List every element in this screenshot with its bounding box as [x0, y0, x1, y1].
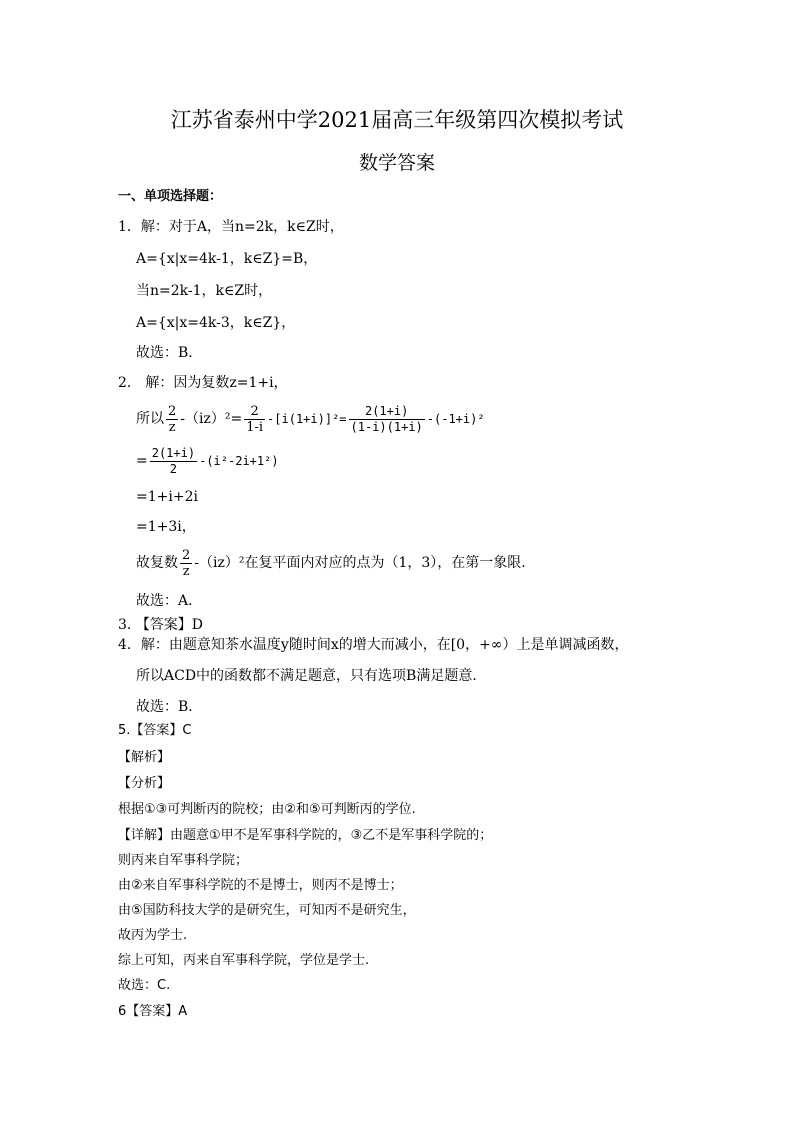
q2-line6	[136, 546, 535, 580]
denominator: (1-i)(1+i)	[350, 419, 423, 434]
q1-line1: 1．解：对于A，当n=2k，k∈Z时，	[118, 219, 344, 235]
q5-fenxi: 【分析】	[118, 776, 171, 791]
denominator: 2	[169, 461, 178, 476]
q5-line5: 由⑤国防科技大学的是研究生，可知丙不是研究生，	[118, 903, 416, 918]
q5-line1: 根据①③可判断丙的院校；由②和⑤可判断丙的学位.	[118, 802, 416, 817]
q2-line3-tail: -(i²-2i+1²)	[199, 454, 279, 468]
q2-line2-mid1: -（iz）²=	[180, 411, 243, 427]
q4-line1: 4．解：由题意知茶水温度y随时间x的增大而减小，在[0，+∞）上是单调减函数，	[118, 637, 629, 653]
q5-line2: 【详解】由题意①甲不是军事科学院的，③乙不是军事科学院的；	[118, 828, 493, 843]
fraction	[150, 446, 197, 477]
fraction	[244, 404, 265, 435]
denominator: z	[168, 419, 176, 435]
q5-answer: 5.【答案】C	[118, 723, 192, 738]
q4-line2: 所以ACD中的函数都不满足题意，只有选项B满足题意．	[136, 668, 487, 684]
section-heading: 一、单项选择题：	[118, 189, 223, 204]
q2-line2-prefix: 所以	[136, 411, 164, 427]
q5-line7: 综上可知，丙来自军事科学院，学位是学士.	[118, 953, 370, 968]
denominator: 1-i	[246, 419, 264, 435]
numerator: 2	[182, 547, 191, 563]
q5-line8: 故选：C.	[118, 978, 171, 993]
fraction	[349, 404, 425, 435]
q2-line6-prefix: 故复数	[136, 555, 178, 571]
page-title: 江苏省泰州中学2021届高三年级第四次模拟考试	[170, 108, 624, 132]
denominator: z	[182, 563, 190, 579]
page-subtitle: 数学答案	[358, 152, 435, 174]
numerator: 2	[168, 403, 177, 419]
q2-line6-tail: -（iz）²在复平面内对应的点为（1，3），在第一象限．	[194, 555, 536, 571]
q2-line7: 故选：A．	[136, 593, 203, 609]
q1-line4: A={x|x=4k-3，k∈Z}，	[136, 315, 296, 331]
q2-line4: =1+i+2i	[136, 489, 198, 505]
q5-line4: 由②来自军事科学院的不是博士，则丙不是博士；	[118, 878, 403, 893]
q5-jiexi: 【解析】	[118, 750, 171, 765]
numerator: 2(1+i)	[151, 445, 196, 460]
numerator: 2(1+i)	[349, 404, 425, 420]
q1-line3: 当n=2k-1，k∈Z时，	[136, 283, 273, 299]
numerator: 2	[244, 404, 265, 420]
q2-line3	[136, 444, 279, 478]
q5-line6: 故丙为学士.	[118, 928, 188, 943]
q2-line1: 2． 解：因为复数z=1+i，	[118, 375, 288, 391]
fraction	[180, 548, 192, 579]
q4-line3: 故选：B．	[136, 699, 203, 715]
q1-line2: A={x|x=4k-1，k∈Z}=B，	[136, 251, 318, 267]
q1-line5: 故选：B．	[136, 345, 203, 361]
q2-line5: =1+3i，	[136, 519, 196, 535]
q2-line2-mid2: -[i(1+i)]²=	[267, 412, 347, 426]
q5-line3: 则丙来自军事科学院；	[118, 853, 249, 868]
q2-line2-tail: -(-1+i)²	[426, 412, 485, 426]
q2-line2	[136, 402, 485, 436]
q3-answer: 3. 【答案】D	[118, 617, 204, 633]
fraction	[166, 404, 178, 435]
q2-line3-prefix: =	[136, 453, 148, 469]
q6-answer: 6【答案】A	[118, 1004, 188, 1019]
